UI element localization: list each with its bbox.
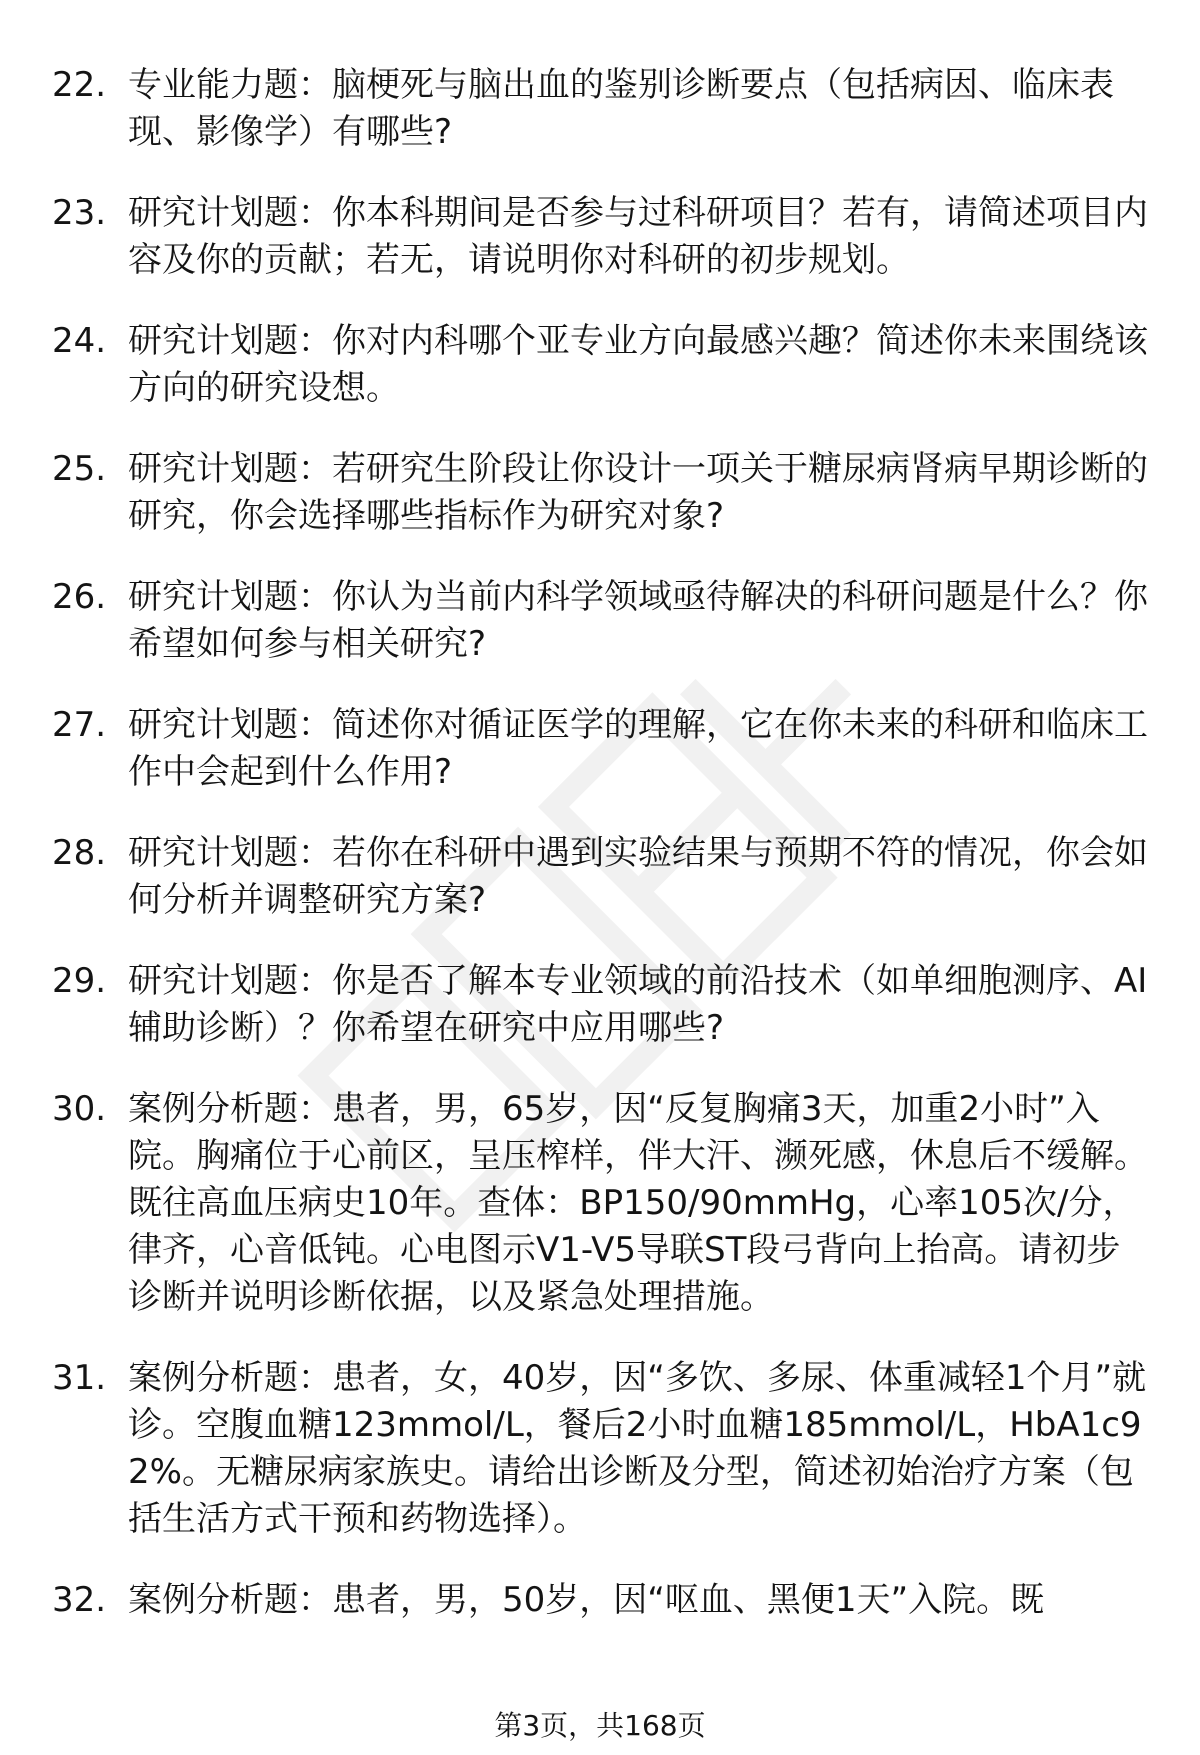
question-item xyxy=(52,958,1152,1052)
question-item xyxy=(52,446,1152,540)
question-number: 28. xyxy=(52,833,107,873)
question-text: 研究计划题：若研究生阶段让你设计一项关于糖尿病肾病早期诊断的研究，你会选择哪些指标作为研究对象? xyxy=(128,449,1148,536)
question-text: 案例分析题：患者，男，65岁，因“反复胸痛3天，加重2小时”入院。胸痛位于心前区，呈压榨样，伴大汗、濒死感，休息后不缓解。既往高血压病史10年。查体：BP150/90mmHg，心率105次/分，律齐，心音低钝。心电图示V1-V5导联ST段弓背向上抬高。请初步诊断并说明诊断依据，以及紧急处理措施。 xyxy=(128,1089,1148,1317)
page-footer: 第3页，共168页 xyxy=(494,1709,706,1742)
question-text: 研究计划题：你是否了解本专业领域的前沿技术（如单细胞测序、AI辅助诊断）？你希望在研究中应用哪些? xyxy=(128,961,1148,1048)
question-number: 27. xyxy=(52,705,107,745)
question-item xyxy=(52,702,1152,796)
question-item xyxy=(52,318,1152,412)
question-text: 研究计划题：若你在科研中遇到实验结果与预期不符的情况，你会如何分析并调整研究方案? xyxy=(128,833,1148,920)
question-text: 专业能力题：脑梗死与脑出血的鉴别诊断要点（包括病因、临床表现、影像学）有哪些? xyxy=(128,65,1114,152)
question-number: 25. xyxy=(52,449,107,489)
question-number: 32. xyxy=(52,1580,107,1620)
question-text: 研究计划题：你本科期间是否参与过科研项目？若有，请简述项目内容及你的贡献；若无，请说明你对科研的初步规划。 xyxy=(128,193,1148,280)
question-number: 29. xyxy=(52,961,107,1001)
question-text: 案例分析题：患者，女，40岁，因“多饮、多尿、体重减轻1个月”就诊。空腹血糖123mmol/L，餐后2小时血糖185mmol/L，HbA1c92%。无糖尿病家族史。请给出诊断及分型，简述初始治疗方案（包括生活方式干预和药物选择）。 xyxy=(128,1358,1147,1539)
question-text: 研究计划题：你认为当前内科学领域亟待解决的科研问题是什么？你希望如何参与相关研究? xyxy=(128,577,1148,664)
question-text: 研究计划题：简述你对循证医学的理解，它在你未来的科研和临床工作中会起到什么作用? xyxy=(128,705,1148,792)
question-number: 23. xyxy=(52,193,107,233)
question-item xyxy=(52,190,1152,284)
question-number: 24. xyxy=(52,321,107,361)
question-number: 22. xyxy=(52,65,107,105)
question-number: 26. xyxy=(52,577,107,617)
question-text: 案例分析题：患者，男，50岁，因“呕血、黑便1天”入院。既 xyxy=(128,1580,1045,1620)
question-item xyxy=(52,830,1152,924)
question-number: 31. xyxy=(52,1358,107,1398)
question-item xyxy=(52,1577,1152,1624)
question-item xyxy=(52,62,1152,156)
question-number: 30. xyxy=(52,1089,107,1129)
question-item xyxy=(52,574,1152,668)
question-text: 研究计划题：你对内科哪个亚专业方向最感兴趣？简述你未来围绕该方向的研究设想。 xyxy=(128,321,1148,408)
question-item xyxy=(52,1086,1152,1321)
question-list xyxy=(52,62,1152,1658)
question-item xyxy=(52,1355,1152,1543)
